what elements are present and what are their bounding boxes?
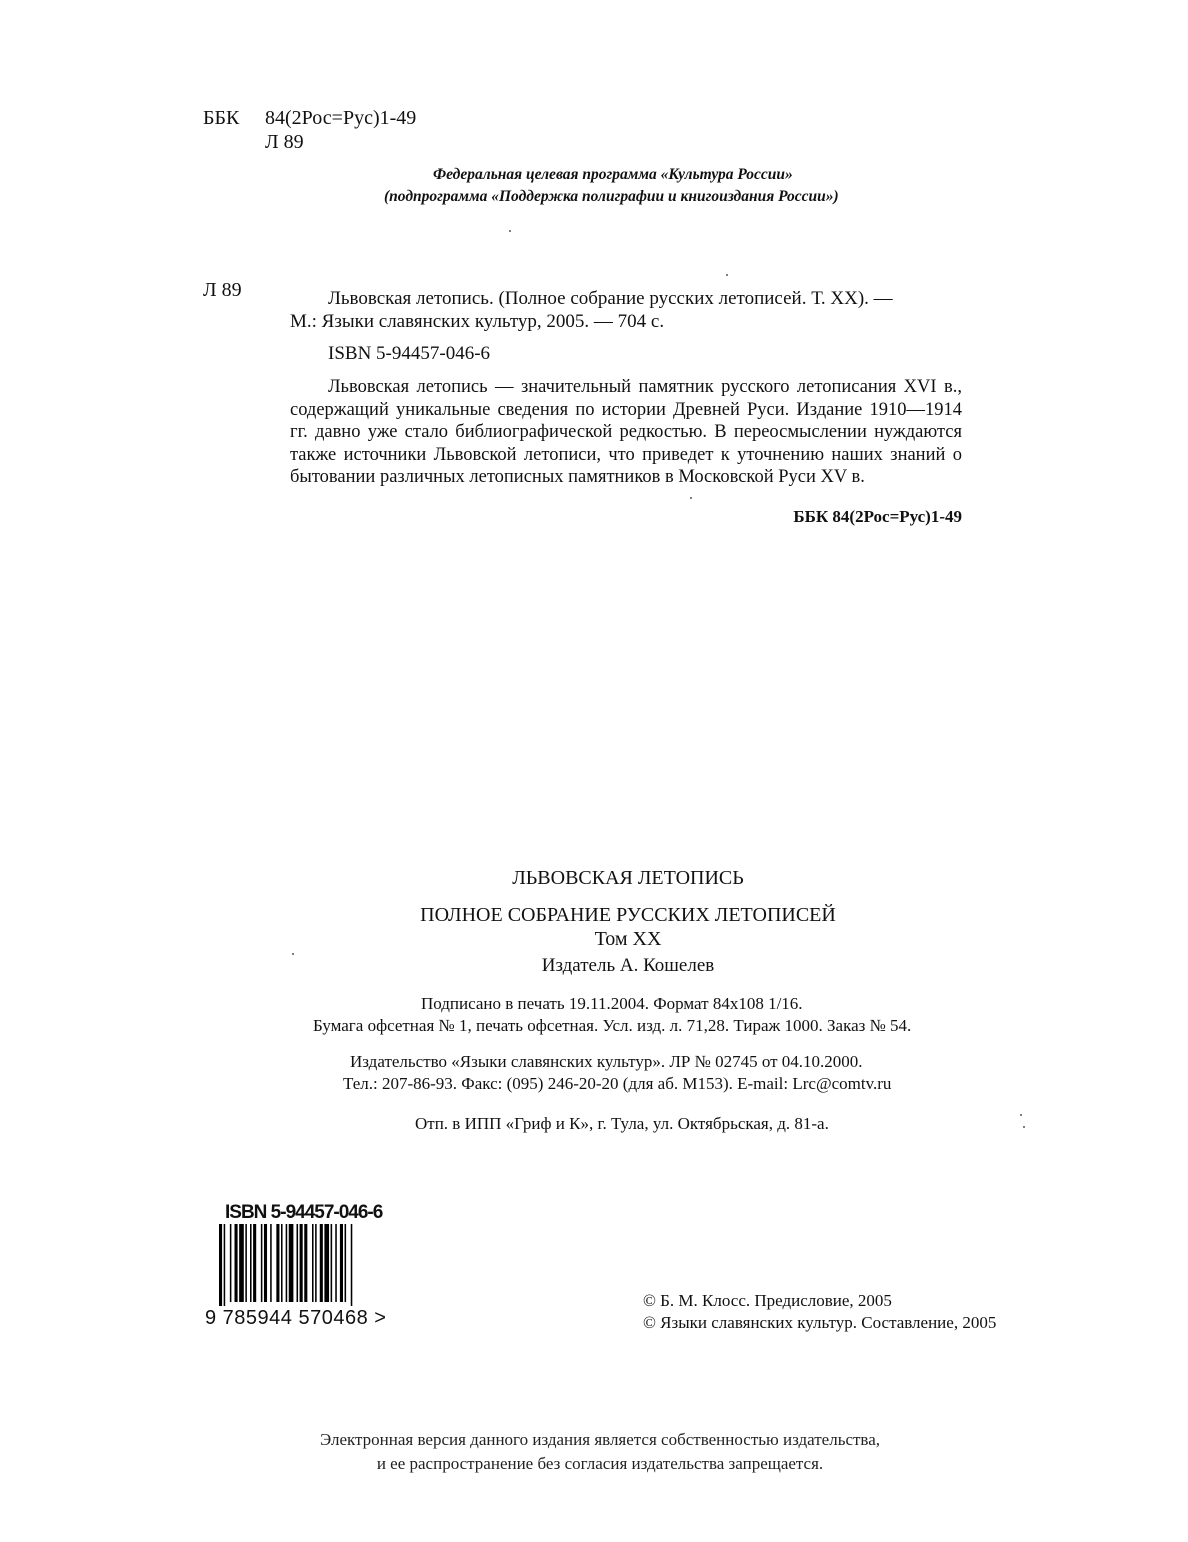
- barcode-bar: [245, 1224, 247, 1302]
- barcode-bar: [261, 1224, 263, 1302]
- program-line-2: (подпрограмма «Поддержка полиграфии и книгоиздания России»): [384, 188, 839, 205]
- scan-speck: [509, 230, 511, 232]
- barcode-bar: [253, 1224, 256, 1302]
- electronic-notice-line-2: и ее распространение без согласия издательства запрещается.: [376, 1454, 824, 1473]
- barcode-bar: [331, 1224, 333, 1302]
- barcode-bar: [289, 1224, 294, 1302]
- barcode-bar: [297, 1224, 299, 1302]
- barcode-bar: [286, 1224, 288, 1302]
- barcode-bar: [264, 1224, 267, 1302]
- scan-speck: [690, 497, 692, 499]
- imprint-print-line-2: Бумага офсетная № 1, печать офсетная. Усл. изд. л. 71,28. Тираж 1000. Заказ № 54.: [313, 1016, 912, 1035]
- imprint-print-line-1: Подписано в печать 19.11.2004. Формат 84x108 1/16.: [421, 994, 803, 1013]
- imprint-publisher-line-1: Издательство «Языки славянских культур». ЛР № 02745 от 04.10.2000.: [350, 1052, 863, 1071]
- electronic-notice: [270, 1428, 930, 1476]
- catalog-title-line-2: М.: Языки славянских культур, 2005. — 704 с.: [290, 311, 665, 332]
- barcode-bar: [219, 1224, 222, 1306]
- catalog-annotation: [290, 376, 962, 489]
- electronic-notice-line-1: Электронная версия данного издания является собственностью издательства,: [319, 1430, 881, 1449]
- barcode-bar: [324, 1224, 329, 1302]
- catalog-title-line-1: Львовская летопись. (Полное собрание русских летописей. Т. XX). —: [328, 288, 893, 309]
- barcode-bar: [300, 1224, 303, 1302]
- barcode-bar: [239, 1224, 244, 1302]
- bbk-header-author-mark: Л 89: [265, 131, 304, 153]
- imprint-printer: Отп. в ИПП «Гриф и К», г. Тула, ул. Октябрьская, д. 81-а.: [415, 1114, 829, 1133]
- barcode-isbn-text: ISBN 5-94457-046-6: [225, 1202, 383, 1223]
- isbn-barcode: [205, 1202, 400, 1330]
- imprint-series: ПОЛНОЕ СОБРАНИЕ РУССКИХ ЛЕТОПИСЕЙ: [420, 904, 836, 926]
- barcode-bar: [351, 1224, 353, 1306]
- imprint-volume: Том XX: [594, 928, 662, 950]
- catalog-author-mark: Л 89: [203, 279, 242, 301]
- barcode-bar: [312, 1224, 314, 1302]
- bbk-header-label: ББК: [203, 107, 240, 129]
- catalog-isbn: ISBN 5-94457-046-6: [328, 343, 491, 364]
- scan-speck: [1023, 1126, 1025, 1128]
- barcode-bar: [335, 1224, 337, 1302]
- barcode-bar: [235, 1224, 238, 1302]
- imprint-publisher-person: Издатель А. Кошелев: [541, 955, 715, 976]
- barcode-bar: [345, 1224, 347, 1302]
- barcode-bar: [276, 1224, 279, 1302]
- barcode-bar: [270, 1224, 272, 1302]
- scan-speck: [1020, 1114, 1022, 1116]
- barcode-bar: [315, 1224, 317, 1302]
- barcode-bar: [230, 1224, 232, 1302]
- imprint-publisher-line-2: Тел.: 207-86-93. Факс: (095) 246-20-20 (для аб. М153). E-mail: Lrc@comtv.ru: [343, 1074, 892, 1093]
- bbk-header-code: 84(2Рос=Рус)1-49: [265, 107, 417, 129]
- scan-speck: [292, 953, 294, 955]
- copyright-line-1: © Б. М. Клосс. Предисловие, 2005: [643, 1291, 892, 1310]
- catalog-bbk: ББК 84(2Рос=Рус)1-49: [793, 507, 962, 526]
- barcode-digits: 9 785944 570468 >: [205, 1307, 387, 1329]
- barcode-bar: [340, 1224, 343, 1302]
- barcode-bar: [250, 1224, 252, 1302]
- scan-speck: [726, 274, 728, 276]
- program-line-1: Федеральная целевая программа «Культура России»: [433, 166, 793, 183]
- catalog-annotation-text: Львовская летопись — значительный памятник русского летописания XVI в., содержащий уникальные сведения по истории Древней Руси. Издание 1910—1914 гг. давно уже стало библиографической редкостью. В переосмыслении нуждаются также источники Львовской летописи, что приведет к уточнению наших знаний о бытовании различных летописных памятников в Московской Руси XV в.: [290, 377, 962, 488]
- barcode-bars: [219, 1224, 394, 1306]
- barcode-bar: [304, 1224, 307, 1302]
- imprint-title: ЛЬВОВСКАЯ ЛЕТОПИСЬ: [512, 867, 744, 889]
- barcode-bar: [320, 1224, 323, 1302]
- barcode-bar: [224, 1224, 226, 1306]
- barcode-bar: [281, 1224, 283, 1302]
- copyright-line-2: © Языки славянских культур. Составление, 2005: [643, 1313, 997, 1332]
